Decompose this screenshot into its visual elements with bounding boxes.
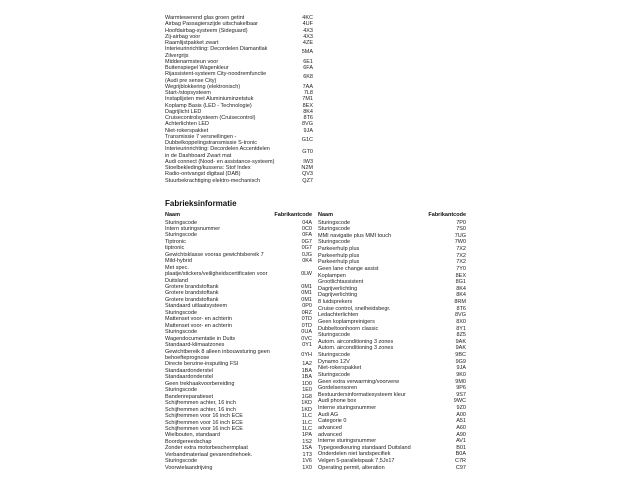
option-code: 7S0 [456,226,466,233]
option-name: Interieurinrichting: Decordelen Accentdelen in de Dashboard Zwart mat [165,146,270,159]
option-code: 8EX [302,102,313,109]
option-name: Gewichtsklasse vooras gewichtsbereik 7 [165,251,264,258]
option-name: Rijassistent-systeem City-noodremfunctie (Audi pre sense City) [165,71,267,84]
option-name: Sturingscode [318,226,351,233]
option-name: Buitenspiegel Wagenkleur [165,65,229,71]
option-code: 8T6 [456,305,466,312]
option-code: QZ7 [302,177,313,184]
equipment-item [165,146,313,159]
option-name: Niet-rokerspakket [165,127,209,134]
option-name: Sturingscode [165,458,198,465]
option-code: 4UF [302,21,313,28]
option-code: 1SA [301,445,312,452]
table-row [318,332,466,339]
option-code: 7AA [302,83,313,90]
option-name: Interne sturingsnummer [318,438,377,445]
option-name: Interne sturingsnummer [318,405,377,411]
option-code: 1KD [301,400,312,407]
option-name: Tiptronic [165,238,186,245]
option-name: Gordelsensoren [318,385,358,392]
option-code: 6K8 [303,74,313,81]
option-name: Airbag Passagierszijde uitschakelbaar [165,21,258,28]
option-name: Koplamp Basis (LED - Technologie) [165,102,252,109]
equipment-list [165,15,313,184]
option-code: 8G1 [455,279,466,286]
option-code: 7Y0 [456,265,466,272]
table-row [318,451,466,458]
option-name: Audi phone box [318,398,357,405]
option-name: Sturingscode [318,332,351,339]
option-code: C97 [455,464,466,471]
option-name: Geen koplampreinigers [318,318,375,325]
option-name: Schijfremmen voor 16 inch ECE [165,419,243,426]
option-name: Velgen 5-parallelspaak 7,5Jx17 [318,458,395,464]
table-row [318,458,466,465]
option-name: Dagrijlicht LED [165,108,202,115]
option-name: Standaard uitlaatsysteem [165,303,228,310]
option-code: GT0 [302,149,313,156]
option-name: Met spec. plaatje/stickers/veiligheidscertificaten voor Duitsland [165,264,268,284]
option-name: Interieurinrichting: Decordelen Diamantlak Zilvergrijs [165,46,268,59]
option-name: Parkeerhulp plus [318,246,360,252]
option-code: 8RM [454,299,466,305]
factory-table-right [318,212,466,471]
option-name: Voorwielaandrijving [165,464,213,471]
option-code: 8K4 [303,108,313,115]
option-code: 0JG [301,251,312,258]
option-name: Sturingscode [318,239,351,246]
option-name: Zonder extra motorbeschermplaat [165,445,248,452]
option-name: Dagrijverlichting [318,285,358,292]
option-name: Parkeerhulp plus [318,259,360,266]
option-code: 0P0 [302,303,312,310]
option-name: Wagendocumentatie in Duits [165,335,236,342]
option-code: 8K4 [456,285,466,292]
equipment-item [165,134,313,147]
option-name: Standaard-klimaatzones [165,342,225,349]
option-code: 1A2 [302,361,312,368]
header-name: Naam [318,212,333,218]
table-row [318,299,466,306]
option-name: Middenarmsteun voor [165,58,219,65]
option-code: 1LC [301,419,312,426]
option-code: 9Z0 [456,405,466,411]
equipment-item [165,71,313,84]
option-code: 4ZE [302,40,313,46]
table-row [318,339,466,346]
table-header [165,212,312,220]
option-code: 6FA [303,65,313,71]
option-code: 1PA [302,432,312,439]
option-name: Onderdelen niet landspecifiek [318,451,391,458]
option-name: Grotere brandstoftank [165,284,219,291]
option-code: 9P6 [456,385,466,392]
option-name: Dagrijverlichting [318,292,358,299]
option-name: Sturingscode [165,219,198,226]
table-row [318,372,466,379]
option-code: A00 [456,411,466,418]
option-code: 7L8 [303,90,313,96]
option-name: Grootlichtassistent [318,279,364,286]
option-name: Bandenreparatieset [165,393,214,400]
table-row [318,292,466,299]
equipment-item [165,178,313,184]
table-row [318,266,466,273]
table-row [318,352,466,359]
table-row [318,319,466,326]
option-name: Dynamo 12V [318,358,350,365]
option-name: Stuurbekrachtiging elektro-mechanisch [165,177,261,184]
equipment-item [165,46,313,59]
option-code: 4KC [302,15,313,21]
table-row [318,379,466,386]
option-code: 1LC [301,426,312,432]
option-code: 0UA [301,329,312,336]
option-code: 0M1 [301,290,312,297]
option-name: Radio-ontvangst digitaal (DAB) [165,171,241,178]
table-row [318,226,466,233]
table-row [165,465,312,471]
table-row [318,259,466,266]
option-code: G1C [301,136,313,143]
option-code: 1BA [301,374,312,381]
factory-info-heading: Fabrieksinformatie [165,199,237,208]
table-body [318,220,466,472]
option-name: Stoelbekleding/kussens: Stof Index [165,165,251,171]
option-name: Wegrijblokkering (elektronisch) [165,83,241,90]
option-code: 0K4 [302,258,312,265]
option-code: 9JA [456,365,466,372]
header-code: Fabrikantcode [428,212,466,218]
option-name: Autom. airconditioning 3 zones [318,345,394,352]
table-row [318,392,466,399]
table-row [318,239,466,246]
option-name: Audi connect (Nood- en assistance-systeem) [165,158,275,165]
option-code: 7UG [454,232,466,239]
option-code: A90 [456,431,466,438]
table-row [318,465,466,472]
table-row [318,359,466,366]
option-name: Wielbouten, standaard [165,432,221,439]
option-name: Sturingscode [165,387,198,394]
option-code: 8X0 [456,318,466,325]
option-name: tiptronic [165,245,185,252]
option-code: 9AK [455,345,466,352]
option-name: Dubbeltoonhoorn classic [318,325,379,332]
header-code: Fabrikantcode [274,212,312,218]
option-name: Parkeerhulp plus [318,252,360,259]
option-code: B01 [456,444,466,451]
option-name: 8 luidsprekers [318,299,353,305]
option-name: Schijfremmen achter, 16 inch [165,406,236,413]
option-code: AV1 [456,438,466,445]
option-code: 5MA [301,49,313,56]
table-row [318,233,466,240]
table-row [318,246,466,253]
option-code: 0M1 [301,284,312,291]
option-code: 7M1 [302,96,313,103]
option-name: Mattenset voor- en achterin [165,316,232,323]
option-code: 9BC [455,352,466,358]
option-code: 7W0 [454,239,466,246]
option-code: 9WC [453,398,466,405]
table-row [165,349,312,362]
option-code: 8VG [301,121,313,128]
option-code: IW3 [303,158,313,165]
option-name: Achterlichten LED [165,121,210,128]
table-row [318,445,466,452]
option-name: Bestuurdersinformatiesysteem kleur [318,391,406,398]
option-name: Sturingscode [318,352,351,358]
option-name: Audi AG [318,411,339,418]
table-row [318,279,466,286]
option-code: 0G7 [301,238,312,245]
option-name: Geen trekhaakvoorbereiding [165,380,235,387]
table-row [318,385,466,392]
option-code: 9AK [455,338,466,345]
option-code: 8K4 [456,292,466,299]
option-code: 0TD [301,322,312,329]
option-name: Sturingscode [318,371,351,378]
option-code: 0TD [301,316,312,323]
option-code: 1KD [301,406,312,413]
table-row [318,253,466,260]
option-code: 0G7 [301,245,312,252]
header-name: Naam [165,212,180,218]
option-name: Cruise control, snelheidsbegr. [318,305,391,312]
option-name: Sturingscode [318,219,351,226]
option-code: 8VG [454,312,466,319]
option-name: Mild-hybrid [165,258,192,265]
table-row [318,418,466,425]
option-name: Zij-airbag voor [165,33,201,40]
table-row [318,405,466,412]
option-code: 9JA [303,127,313,134]
table-row [318,365,466,372]
table-row [318,220,466,227]
option-name: Directe benzine-inspuiting FSI [165,361,239,368]
option-name: MMI navigatie plus MMI touch [318,232,392,239]
option-code: 0YH [301,351,312,358]
option-code: C7R [454,458,466,464]
option-code: 8T6 [303,115,313,121]
option-code: 0Y1 [302,342,312,349]
option-code: 1G8 [301,393,312,400]
option-code: 7X2 [456,259,466,266]
table-row [318,432,466,439]
option-name: Verbandmateriaal gevarendriehoek. [165,451,253,458]
option-code: 1LC [301,413,312,420]
option-code: 9G9 [455,358,466,365]
table-row [318,345,466,352]
option-code: 1E0 [302,387,312,394]
option-name: Schijfremmen voor 16 inch ECE [165,413,243,420]
table-row [165,265,312,284]
option-name: Cruisecontrolsysteem (Cruisecontrol) [165,115,256,121]
option-code: 0M1 [301,296,312,303]
option-name: Hoofdairbag-systeem (Sideguard) [165,27,248,34]
option-name: Standaardonderstel [165,374,214,381]
option-name: Schijfremmen achter, 16 inch [165,400,236,407]
table-row [318,398,466,405]
option-code: 1BA [301,367,312,374]
option-code: 04A [302,219,312,226]
option-code: 1S2 [302,438,312,445]
table-body [165,220,312,472]
option-name: Sturingscode [165,329,198,336]
option-name: Gewichtbereik 8 alleen inbouwsturing geen behoefteprognose [165,348,270,362]
option-name: Autom. airconditioning 3 zones [318,338,394,345]
option-code: 0RZ [301,309,312,316]
option-code: 0VC [301,335,312,342]
table-row [318,425,466,432]
option-code: 8EX [455,272,466,279]
option-code: 1T3 [302,451,312,458]
option-name: Standaardonderstel [165,367,214,374]
option-code: N2M [301,165,313,171]
option-name: Typegoedkeuring standaard Duitsland [318,444,411,451]
option-code: A51 [456,418,466,425]
option-code: 9M0 [455,378,466,385]
option-name: Sturingscode [165,309,198,316]
option-code: A60 [456,424,466,431]
option-name: Mattenset voor- en achterin [165,322,232,329]
option-code: 9S7 [456,391,466,398]
table-header [318,212,466,220]
option-name: Intern sturingsnummer [165,225,221,232]
option-code: 6E1 [303,58,313,65]
table-row [318,438,466,445]
option-code: QV3 [301,171,313,178]
option-code: 0FA [302,232,312,239]
option-code: 9K0 [456,371,466,378]
option-name: advanced [318,431,342,438]
option-name: Operating permit, alteration [318,464,385,471]
table-row [318,273,466,280]
table-row [318,412,466,419]
option-name: Grotere brandstoftank [165,290,219,297]
option-name: Geen lane change assist [318,265,379,272]
option-name: Raamlijstpakket zwart [165,40,219,46]
option-code: 7P0 [456,219,466,226]
option-name: Niet-rokerspakket [318,365,362,372]
option-code: 0LW [301,271,312,278]
option-name: Boordgereedschap [165,438,212,445]
option-code: 7X2 [456,252,466,259]
option-name: Transmissie 7 versnellingen - Dubbelkoppelingstransmissie S-tronic [165,133,258,146]
table-row [318,306,466,313]
factory-table-left [165,212,312,471]
option-name: Warmtewerend glas groen getint [165,15,245,21]
option-code: 7X2 [456,246,466,252]
option-code: B0A [455,451,466,458]
option-code: 0C0 [301,225,312,232]
option-name: Schijfremmen voor 16 inch ECE [165,426,243,432]
option-name: Grotere brandstoftank [165,296,219,303]
option-code: 1D0 [301,380,312,387]
option-code: 4X3 [303,27,313,34]
option-code: 4X3 [303,33,313,40]
option-name: Ledachterlichten [318,312,359,319]
option-name: Categorie 0 [318,418,347,425]
option-name: Instaplijsten met Aluminiuminzetstuk [165,96,254,103]
option-name: Koplampen [318,272,346,279]
option-code: 8Z5 [456,332,466,339]
option-code: 1V6 [302,458,312,465]
option-name: Start-/stopsysteem [165,90,211,96]
option-name: advanced [318,424,342,431]
table-row [318,286,466,293]
table-row [318,312,466,319]
option-code: 8Y1 [456,325,466,332]
table-row [318,326,466,333]
option-code: 1X0 [302,464,312,471]
option-name: Geen extra verwarming/voorverw [318,378,400,385]
option-name: Sturingscode [165,232,198,239]
